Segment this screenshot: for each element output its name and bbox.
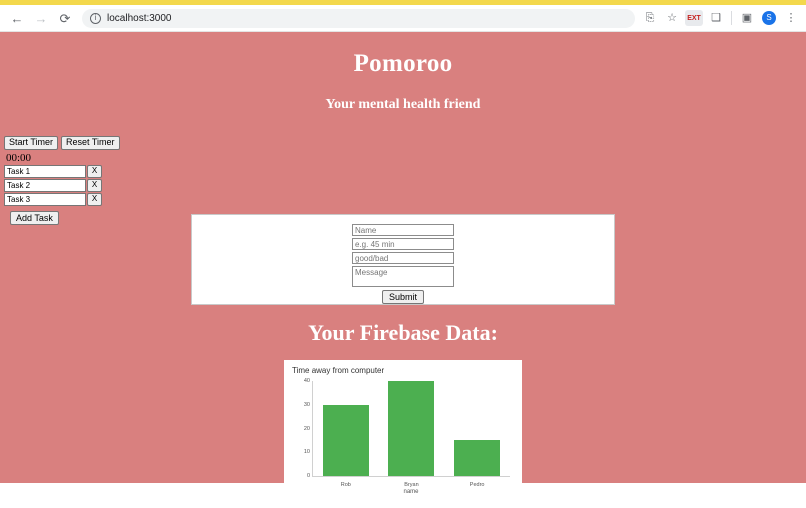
firebase-section-heading: Your Firebase Data: bbox=[308, 320, 498, 345]
page-title: Pomoroo bbox=[353, 50, 453, 77]
task-row bbox=[4, 165, 204, 178]
site-info-icon[interactable]: i bbox=[90, 13, 101, 24]
task-input[interactable] bbox=[4, 165, 86, 178]
x-tick-label: Pedro bbox=[469, 482, 485, 488]
forward-arrow-icon: → bbox=[34, 10, 48, 26]
add-task-button[interactable]: Add Task bbox=[10, 211, 59, 225]
bar-group bbox=[382, 381, 441, 488]
url-text: localhost:3000 bbox=[107, 12, 172, 24]
back-arrow-icon[interactable]: ← bbox=[10, 10, 24, 26]
y-tick-label: 20 bbox=[303, 425, 310, 432]
chart-bar[interactable] bbox=[454, 440, 500, 476]
address-bar[interactable] bbox=[82, 9, 635, 28]
sidebar-icon[interactable]: ▣ bbox=[741, 11, 753, 24]
task-input[interactable] bbox=[4, 179, 86, 192]
bar-group bbox=[316, 381, 375, 488]
task-delete-button[interactable]: X bbox=[87, 179, 102, 192]
toolbar-divider bbox=[731, 11, 732, 25]
task-delete-button[interactable]: X bbox=[87, 165, 102, 178]
y-tick-label: 30 bbox=[303, 401, 310, 408]
firebase-chart-card bbox=[284, 360, 522, 508]
bookmark-star-icon[interactable]: ☆ bbox=[667, 11, 677, 24]
reload-icon[interactable]: ⟳ bbox=[59, 10, 71, 26]
submit-button[interactable]: Submit bbox=[382, 290, 424, 304]
profile-initial: S bbox=[762, 11, 776, 25]
browser-toolbar bbox=[0, 5, 806, 32]
chart-body bbox=[290, 377, 514, 495]
timer-readout: 00:00 bbox=[6, 151, 32, 164]
chart-bar[interactable] bbox=[323, 405, 369, 476]
chart-title: Time away from computer bbox=[292, 366, 385, 375]
extension-icon[interactable]: EXT bbox=[685, 10, 703, 26]
reset-timer-button[interactable]: Reset Timer bbox=[61, 136, 120, 150]
page-viewport bbox=[0, 32, 806, 495]
start-timer-button[interactable]: Start Timer bbox=[4, 136, 58, 150]
timer-buttons bbox=[4, 136, 204, 150]
split-view-icon[interactable]: ❑ bbox=[711, 11, 721, 24]
share-icon[interactable]: ⎘ bbox=[645, 11, 655, 24]
chart-bar[interactable] bbox=[388, 381, 434, 476]
y-tick-label: 0 bbox=[306, 473, 310, 479]
chart-plot-area bbox=[303, 378, 510, 488]
timer-task-panel bbox=[4, 136, 204, 226]
y-tick-label: 40 bbox=[303, 378, 310, 384]
name-field[interactable] bbox=[352, 224, 454, 236]
browser-menu-icon[interactable]: ⋮ bbox=[785, 11, 797, 24]
task-row bbox=[4, 193, 204, 206]
task-input[interactable] bbox=[4, 193, 86, 206]
y-tick-label: 10 bbox=[303, 449, 310, 456]
x-tick-label: Bryan bbox=[404, 482, 419, 488]
toolbar-actions bbox=[641, 9, 800, 27]
x-axis-label: name bbox=[403, 489, 419, 495]
chart-bars bbox=[313, 381, 510, 488]
mood-field[interactable] bbox=[352, 252, 454, 264]
page-subtitle: Your mental health friend bbox=[325, 97, 481, 112]
avatar[interactable] bbox=[760, 9, 778, 27]
message-field[interactable] bbox=[352, 266, 454, 287]
x-tick-label: Rob bbox=[340, 482, 351, 488]
bar-group bbox=[448, 381, 507, 488]
task-delete-button[interactable]: X bbox=[87, 193, 102, 206]
entry-form-card bbox=[191, 214, 615, 305]
task-row bbox=[4, 179, 204, 192]
duration-field[interactable] bbox=[352, 238, 454, 250]
